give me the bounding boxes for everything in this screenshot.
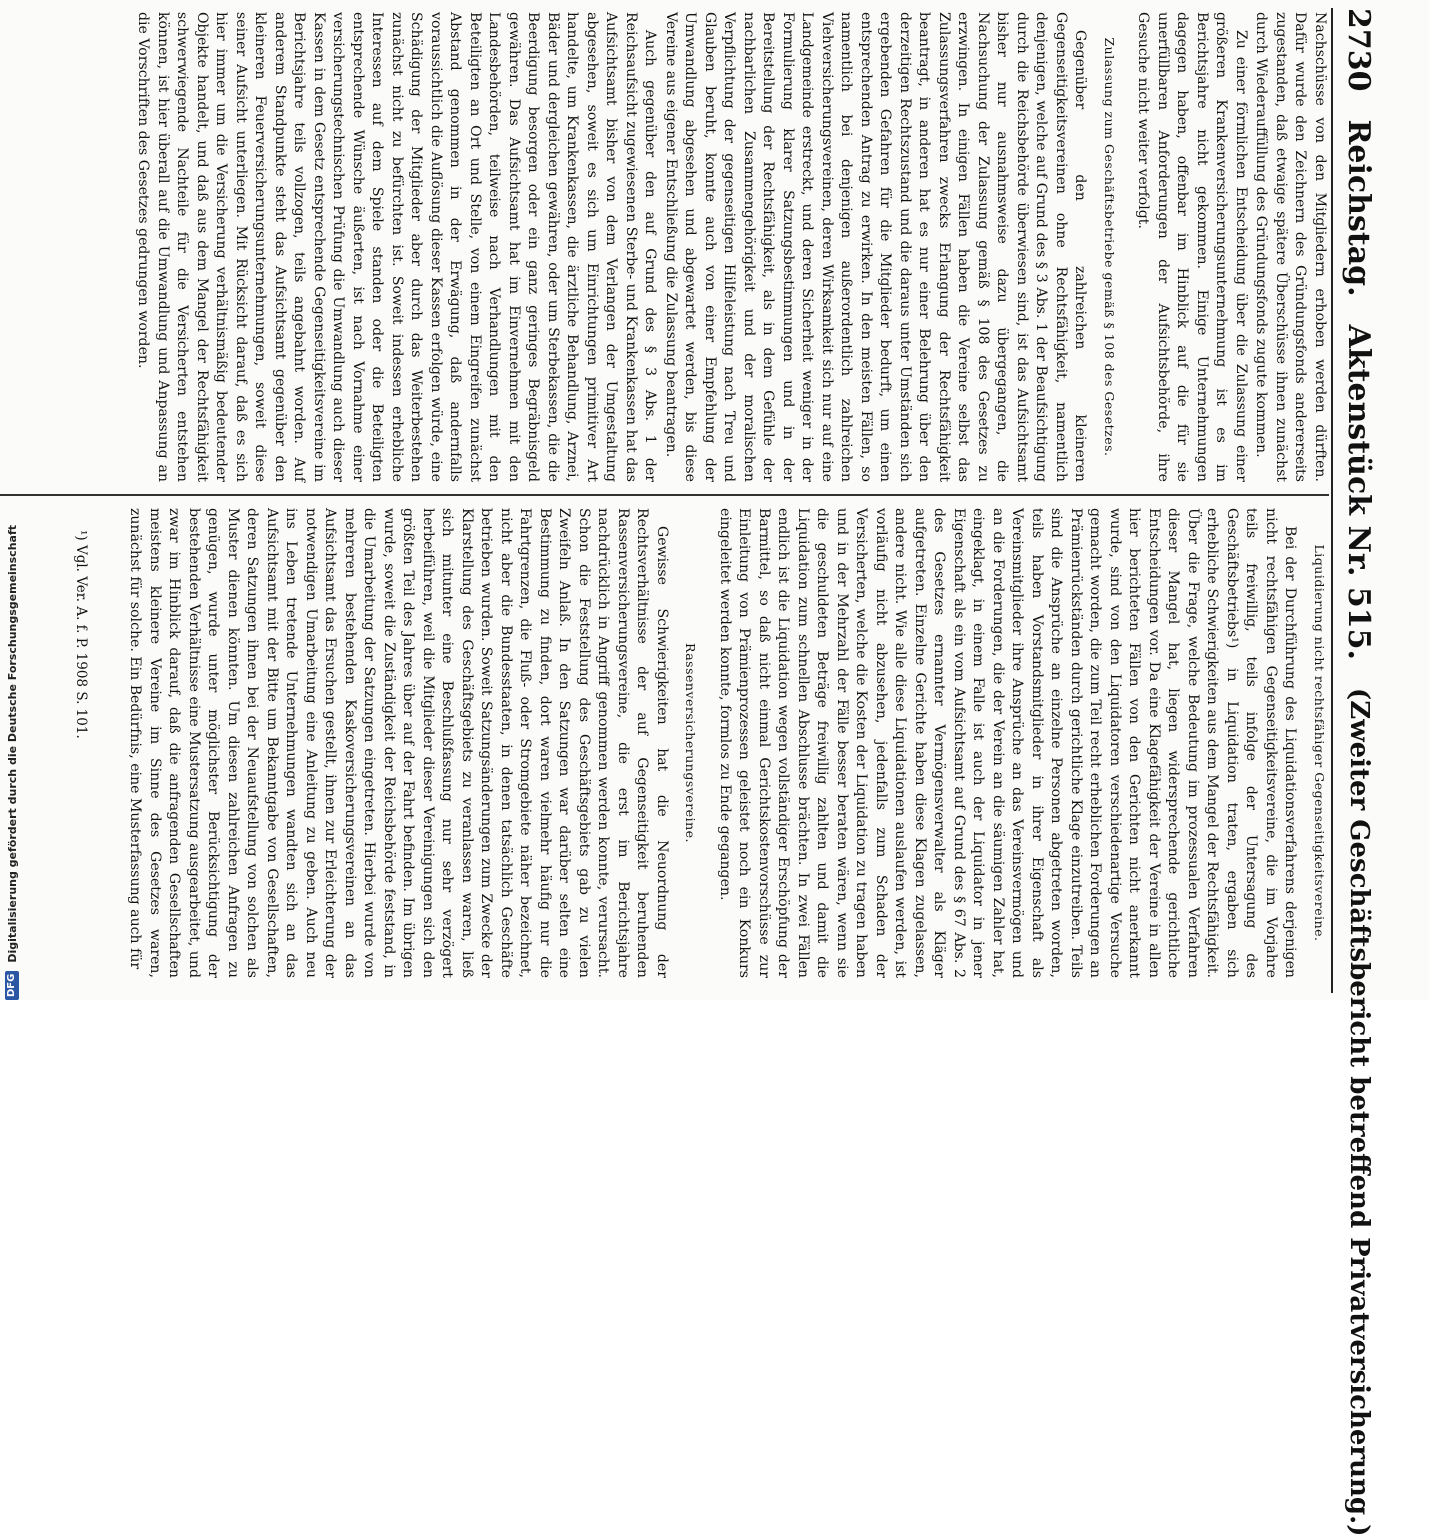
paragraph: Gewisse Schwierigkeiten hat die Neuordnung der Rechtsverhältnisse der auf Gegenseitigkeit beruhenden Rassenversicherungsvereine, die erst im Berichtsjahre nachdrücklich in Angriff genommen werden konnte, verursacht. Schon die Feststellung des Geschäftsgebiets gab zu vielen Zweifeln Anlaß. In den Satzungen war darüber selten eine Bestimmung zu finden, dort waren vielmehr häufig nur die Fahrtgrenzen, die Fluß- oder Stromgebiete näher bezeichnet, nicht aber die Bundesstaaten, in denen tatsächlich Geschäfte betrieben wurden. Soweit Satzungsänderungen zum Zwecke der Klarstellung des Geschäftsgebiets zu veranlassen waren, ließ sich mitunter eine Beschlußfassung nur sehr verzögert herbeiführen, weil die Mitglieder dieser Vereinigungen sich den größten Teil des Jahres über auf der Fahrt befinden. Im übrigen wurde, soweit die Zuständigkeit der Reichsbehörde feststand, in die Umarbeitung der Satzungen eingetreten. Hierbei wurde von mehreren bestehenden Kaskoversicherungsvereinen an das Aufsichtsamt das Ersuchen gestellt, ihnen zur Erleichterung der notwendigen Umarbeitung eine Anleitung zu geben. Auch neu ins Leben tretende Unternehmungen wandten sich an das Aufsichtsamt mit der Bitte um Bekanntgabe von Gesellschaften, deren Satzungen ihnen bei der Neuaufstellung von solchen als Muster dienen könnten. Um diesen zahlreichen Anfragen zu genügen, wurde unter möglichster Berücksichtigung der bestehenden Verhältnisse eine Mustersatzung ausgearbeitet, und zwar im Hinblick darauf, daß die anfragenden Gesellschaften meistens kleinere Vereine im Sinne des Gesetzes waren, zunächst für solche. Ein Bedürfnis, eine Musterfassung auch für	[127, 508, 670, 978]
header-body: Reichstag.	[1341, 119, 1377, 297]
paragraph: Nachschüsse von den Mitgliedern erhoben werden dürften. Dafür wurde den Zeichnern des Gründungsfonds andererseits zugestanden, daß etwaige spätere Überschüsse ihnen zunächst durch Wiederauffüllung des Gründungsfonds zugute kommen.	[1253, 12, 1328, 482]
header-rule	[1331, 8, 1333, 993]
paragraph: Zu einer förmlichen Entscheidung über die Zulassung einer größeren Krankenversicherungsunternehmung ist es im Berichtsjahre nicht gekommen. Einige Unternehmungen dagegen haben, offenbar im Hinblick auf die für sie unerfüllbaren Anforderungen der Aufsichtsbehörde, ihre Gesuche nicht weiter verfolgt.	[1135, 12, 1249, 482]
section-subheading: Zulassung zum Geschäftsbetriebe gemäß § 108 des Gesetzes.	[1102, 37, 1117, 457]
dfg-logo: DFG	[5, 971, 19, 1000]
left-column	[132, 12, 1329, 482]
section-subheading: Liquidierung nicht rechtsfähiger Gegenseitigkeitsvereine.	[1312, 544, 1327, 942]
page-number: 2730	[1341, 8, 1377, 92]
credit-text: Digitalisierung gefördert durch die Deutsche Forschungsgemeinschaft	[5, 524, 19, 963]
paragraph: Gegenüber den zahlreichen kleineren Gegenseitigkeitsvereinen ohne Rechtsfähigkeit, namentlich denjenigen, welche auf Grund des § 3 Abs. 1 der Beaufsichtigung durch die Reichsbehörde überwiesen sind, ist das Aufsichtsamt bisher nur ausnahmsweise dazu übergegangen, die Nachsuchung der Zulassung gemäß § 108 des Gesetzes zu erzwingen. In einigen Fällen haben die Vereine selbst das Zulassungsverfahren zwecks Erlangung der Rechtsfähigkeit beantragt, in anderen hat es nur einer Belehrung über den derzeitigen Rechtszustand und die daraus unter Umständen sich ergebenden Gefahren für die Mitglieder bedurft, um einen entsprechenden Antrag zu erwirken. In den meisten Fällen, so namentlich bei denjenigen außerordentlich zahlreichen Viehversicherungsvereinen, deren Wirksamkeit sich nur auf eine Landgemeinde erstreckt, und deren Sicherheit weniger in der Formulierung klarer Satzungsbestimmungen und in der Bereitstellung der Rechtsfähigkeit, als in dem Gefühle der nachbarlichen Zusammengehörigkeit und der moralischen Verpflichtung der gegenseitigen Hilfeleistung nach Treu und Glauben beruht, konnte auch von einer Empfehlung der Umwandlung abgesehen und abgewartet werden, bis diese Vereine aus eigener Entschließung die Zulassung beantragen.	[663, 12, 1089, 482]
right-column	[124, 508, 1329, 978]
page-header	[1339, 8, 1379, 1536]
paragraph: Bei der Durchführung des Liquidationsverfahrens derjenigen nicht rechtsfähigen Gegenseitigkeitsvereine, die im Vorjahre teils freiwillig, teils infolge der Untersagung des Geschäftsbetriebs¹) in Liquidation traten, ergaben sich erhebliche Schwierigkeiten aus dem Mangel der Rechtsfähigkeit. Über die Frage, welche Bedeutung im prozessualen Verfahren dieser Mangel hat, liegen widersprechende gerichtliche Entscheidungen vor. Da eine Klagefähigkeit der Vereine in allen hier berichteten Fällen von den Gerichten nicht anerkannt wurde, sind von den Liquidatoren verschiedenartige Versuche gemacht worden, die zum Teil recht erheblichen Forderungen an Prämienrückständen durch gerichtliche Klage einzutreiben. Teils sind die Ansprüche an einzelne Personen abgetreten worden, teils haben Vorstandsmitglieder in ihrer Eigenschaft als Vereinsmitglieder ihre Ansprüche an das Vereinsvermögen und an die Forderungen, die der Verein an die säumigen Zahler hat, eingeklagt, in einem Falle ist auch der Liquidator in jener Eigenschaft als ein vom Aufsichtsamt auf Grund des § 67 Abs. 2 des Gesetzes ernannter Vermögensverwalter als Kläger aufgetreten. Einzelne Gerichte haben diese Klagen zugelassen, andere nicht. Wie alle diese Liquidationen auslaufen werden, ist vorläufig nicht abzusehen, jedenfalls zum Schaden der Versicherten, welche die Kosten der Liquidation zu tragen haben und in der Mehrzahl der Fälle besser beraten wären, wenn sie die geschuldeten Beträge freiwillig zahlten und damit die Liquidation zum schnellen Abschlusse brächten. In zwei Fällen endlich ist die Liquidation wegen vollständiger Erschöpfung der Barmittel, so daß nicht einmal Gerichtskostenvorschüsse zur Einleitung von Prämienprozessen geleistet noch ein Konkurs eingeleitet werden konnte, formlos zu Ende gegangen.	[717, 508, 1299, 978]
column-divider	[0, 494, 1329, 496]
footnote: ¹) Vgl. Ver. A. f. P. 1908 S. 101.	[73, 530, 89, 739]
section-subheading: Rassenversicherungsvereine.	[683, 643, 699, 843]
paragraph: Auch gegenüber den auf Grund des § 3 Abs. 1 der Reichsaufsicht zugewiesenen Sterbe- und Krankenkassen hat das Aufsichtsamt bisher von dem Verlangen der Umgestaltung abgesehen, soweit es sich um Einrichtungen primitiver Art handelte, um Krankenkassen, die ärztliche Behandlung, Arznei, Bäder und dergleichen gewähren, oder um Sterbekassen, die die Beerdigung besorgen oder ein ganz geringes Begräbnisgeld gewähren. Das Aufsichtsamt hat im Einvernehmen mit den Landesbehörden, teilweise nach Verhandlungen mit den Beteiligten an Ort und Stelle, von einem Eingreifen zunächst Abstand genommen in der Erwägung, daß andernfalls voraussichtlich die Auflösung dieser Kassen erfolgen würde, eine Schädigung der Mitglieder aber durch das Weiterbestehen zunächst nicht zu befürchten ist. Soweit indessen erhebliche Interessen auf dem Spiele standen oder die Beteiligten entsprechende Wünsche äußerten, ist nach Vornahme einer versicherungstechnischen Prüfung die Umwandlung auch dieser Kassen in dem Gesetz entsprechende Gegenseitigkeitsvereine im Berichtsjahre teils vollzogen, teils angebahnt worden. Auf anderem Standpunkte steht das Aufsichtsamt gegenüber den kleineren Feuerversicherungsunternehmungen, soweit diese seiner Aufsicht unterliegen. Mit Rücksicht darauf, daß es sich hier immer um die Versicherung verhältnismäßig bedeutender Objekte handelt, und daß aus dem Mangel der Rechtsfähigkeit schwerwiegende Nachteile für die Versicherten entstehen können, ist hier überall auf die Umwandlung und Anpassung an die Vorschriften des Gesetzes gedrungen worden.	[135, 12, 659, 482]
digitization-credit	[2, 0, 22, 1000]
header-document: Aktenstück Nr. 515.	[1341, 324, 1377, 660]
header-section: (Zweiter Geschäftsbericht betreffend Privatversicherung.)	[1344, 687, 1374, 1536]
